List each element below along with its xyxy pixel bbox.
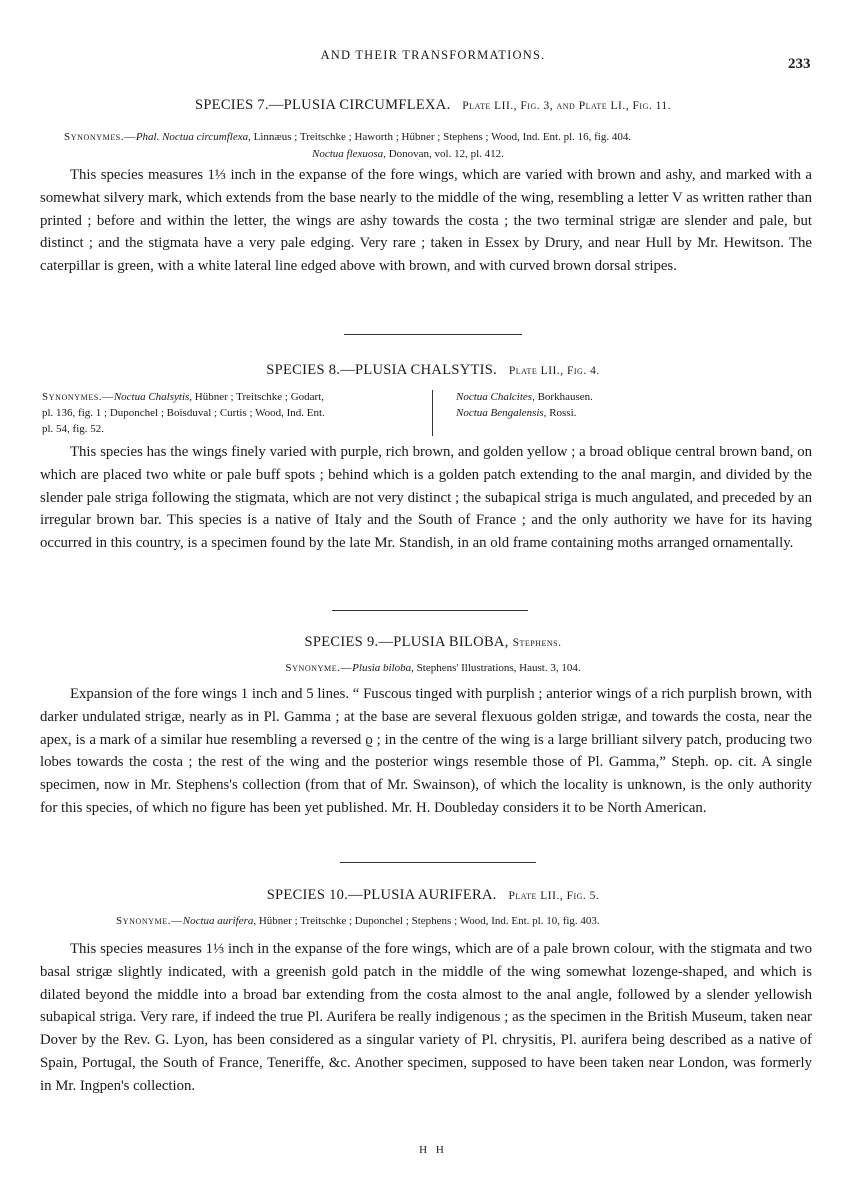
synonyms-column-divider	[432, 390, 433, 436]
species-8-heading	[0, 362, 866, 379]
description-text: This species measures 1⅓ inch in the expanse of the fore wings, which are varied with brown and ashy, and marked with a somewhat silvery mark, which extends from the base nearly to the middle of the wing, resembling a letter V as written rather than printed ; before and within the letter, the wings are ashy towards the costa ; the two terminal strigæ are slender and pale, but distinct ; and the stigmata have a very pale edging. Very rare ; taken in Essex by Drury, and near Hull by Mr. Hewitson. The caterpillar is green, with a white lateral line edged above with brown, and with curved brown dorsal stripes.	[40, 167, 812, 275]
species-7-plate-ref: Plate LII., Fig. 3, and Plate LI., Fig. 11.	[462, 100, 672, 112]
synonym-name: Noctua flexuosa,	[312, 148, 386, 160]
species-9-synonyms	[0, 660, 866, 676]
species-7-description	[40, 164, 812, 278]
synonym-name: Plusia biloba,	[352, 662, 414, 674]
species-7-title: SPECIES 7.—PLUSIA CIRCUMFLEXA.	[194, 97, 451, 113]
synonyms-label: Synonyme.—	[116, 915, 183, 927]
signature-mark: H H	[419, 1144, 447, 1156]
synonyms-label: Synonymes.—	[64, 131, 136, 143]
species-9-description	[40, 683, 812, 820]
synonym-authorities: Stephens' Illustrations, Haust. 3, 104.	[413, 662, 581, 674]
synonym-authorities: pl. 136, fig. 1 ; Duponchel ; Boisduval ; Curtis ; Wood, Ind. Ent.	[42, 407, 325, 419]
species-7-synonyms	[64, 129, 631, 145]
running-title: AND THEIR TRANSFORMATIONS.	[320, 48, 546, 62]
synonym-name: Noctua Chalsytis,	[113, 391, 193, 403]
species-8-synonyms-left	[42, 389, 325, 437]
description-text: This species has the wings finely varied with purple, rich brown, and golden yellow ; a broad oblique central brown band, on which are placed two white or pale buff spots ; behind which is a golden patch extending to the anal margin, and divided by the slender pale striga following the stigmata, which are not very distinct ; the subapical striga is much angulated, and preceded by an irregular brown bar. This species is a native of Italy and the South of France ; and the only authority we have for its having occurred in this country, is a specimen found by the late Mr. Standish, in an old frame containing moths arranged ornamentally.	[40, 444, 812, 552]
synonym-name: Noctua aurifera,	[182, 915, 257, 927]
synonym-authorities: Borkhausen.	[534, 391, 593, 403]
synonym-name: Noctua Chalcites,	[456, 391, 535, 403]
synonym-name: Phal. Noctua circumflexa,	[135, 131, 251, 143]
section-divider	[332, 610, 528, 611]
page-number: 233	[788, 56, 811, 72]
species-10-heading	[0, 887, 866, 904]
species-10-title: SPECIES 10.—PLUSIA AURIFERA.	[266, 887, 497, 903]
species-8-title: SPECIES 8.—PLUSIA CHALSYTIS.	[266, 362, 498, 378]
species-10-description	[40, 938, 812, 1098]
species-9-title: SPECIES 9.—PLUSIA BILOBA,	[304, 634, 509, 650]
species-10-plate-ref: Plate LII., Fig. 5.	[508, 890, 600, 902]
synonym-authorities: Hübner ; Treitschke ; Godart,	[192, 391, 325, 403]
synonym-authorities: pl. 54, fig. 52.	[42, 423, 105, 435]
description-text: Expansion of the fore wings 1 inch and 5 lines. “ Fuscous tinged with purplish ; anterior wings of a rich purplish brown, with darker undulated strigæ, nearly as in Pl. Gamma ; at the base are several flexuous golden strigæ, and towards the costa, near the apex, is a mark of a similar hue resembling a reversed ϱ ; in the centre of the wing is a large brilliant silvery patch, producing two lobes towards the costa ; the rest of the wing and the posterior wings resemble those of Pl. Gamma,” Steph. op. cit. A single specimen, now in Mr. Stephens's collection (from that of Mr. Swainson), of which the locality is unknown, is the only authority for this species, of which no figure has been yet published. Mr. H. Doubleday considers it to be North American.	[40, 686, 812, 816]
species-9-heading	[0, 634, 866, 651]
species-8-description	[40, 441, 812, 555]
synonym-authorities: Linnæus ; Treitschke ; Haworth ; Hübner ; Stephens ; Wood, Ind. Ent. pl. 16, fig. 404.	[250, 131, 632, 143]
synonym-authorities: Rossi.	[546, 407, 577, 419]
species-10-synonyms	[116, 913, 600, 929]
description-text: This species measures 1⅓ inch in the expanse of the fore wings, which are of a pale brown colour, with the stigmata and two basal strigæ slightly indicated, with a greenish gold patch in the middle of the wing somewhat lozenge-shaped, and which is dilated beyond the middle into a broad bar extending from the costa almost to the anal angle, followed by a slender yellowish subapical striga. Very rare, if indeed the true Pl. Aurifera be really indigenous ; as the specimen in the British Museum, taken near Dover by the Rev. G. Lyon, has been considered as a singular variety of Pl. chrysitis, Pl. aurifera being described as a native of Spain, Portugal, the South of France, Teneriffe, &c. Another specimen, supposed to have been taken near London, was formerly in Mr. Ingpen's collection.	[40, 941, 812, 1094]
synonyms-label: Synonymes.—	[42, 391, 114, 403]
species-7-heading	[0, 97, 866, 114]
synonym-authorities: Hübner ; Treitschke ; Duponchel ; Stephens ; Wood, Ind. Ent. pl. 10, fig. 403.	[256, 915, 600, 927]
species-8-synonyms-right	[456, 389, 593, 421]
section-divider	[340, 862, 536, 863]
synonyms-label: Synonyme.—	[285, 662, 353, 674]
species-8-plate-ref: Plate LII., Fig. 4.	[508, 365, 600, 377]
species-7-synonyms-line2	[312, 146, 504, 162]
synonym-name: Noctua Bengalensis,	[456, 407, 547, 419]
section-divider	[344, 334, 522, 335]
synonym-authorities: Donovan, vol. 12, pl. 412.	[385, 148, 504, 160]
species-9-author: Stephens.	[512, 637, 562, 649]
